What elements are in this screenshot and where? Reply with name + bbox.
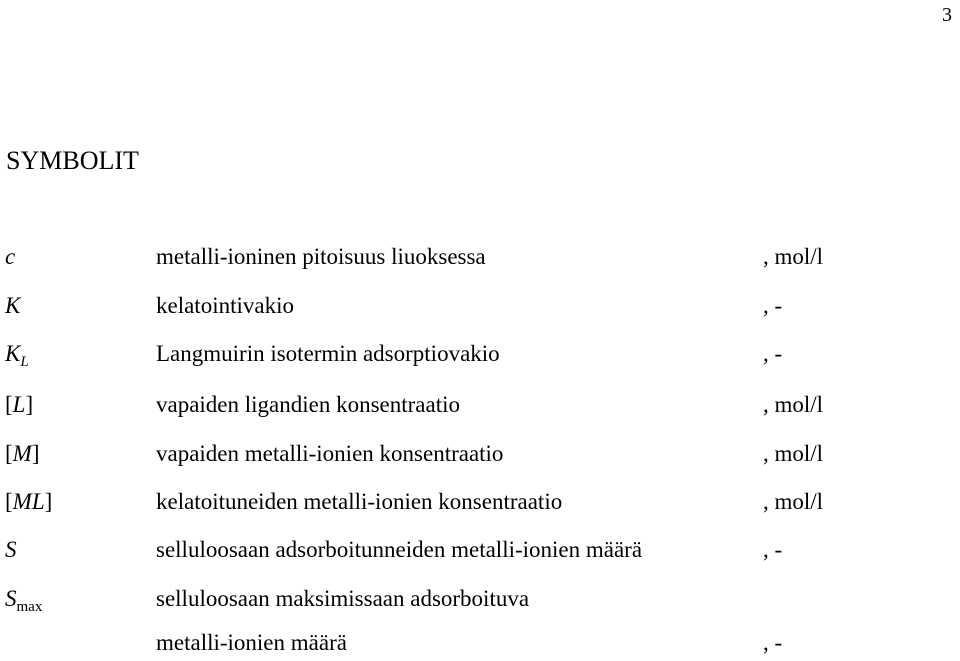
symbol-row-k [0,289,960,323]
symbol-unit: , mol/l [763,244,824,269]
symbol-description: kelatointivakio [156,293,294,318]
symbol: $K_L$ [5,341,29,370]
symbol-description: Langmuirin isotermin adsorptiovakio [156,341,500,366]
symbol: S [5,537,17,562]
symbol-description: selluloosaan maksimissaan adsorboituva [156,586,530,611]
symbol-subscript: L [20,354,29,370]
symbol: [ML] [5,489,53,514]
page-number: 3 [942,4,952,26]
symbol-description: metalli-ioninen pitoisuus liuoksessa [156,244,486,269]
symbol: $S_{max}$ [5,586,43,615]
symbol-row-m [0,437,960,471]
symbol-row-c [0,240,960,274]
symbol-row-smax [0,582,960,616]
symbol: [M] [5,441,40,466]
symbol: K [5,293,21,318]
symbol-description: vapaiden ligandien konsentraatio [156,392,461,417]
symbol-description: kelatoituneiden metalli-ionien konsentraatio [156,489,563,514]
symbol-unit: , mol/l [763,489,824,514]
symbol-description: vapaiden metalli-ionien konsentraatio [156,441,504,466]
symbol-subscript: max [16,599,43,615]
symbol-unit: , mol/l [763,441,824,466]
symbol: c [5,244,16,269]
symbol: [L] [5,392,34,417]
symbol-row-l [0,388,960,422]
symbol-unit: , - [763,293,783,318]
symbol-row-s [0,533,960,567]
section-heading: SYMBOLIT [6,146,139,175]
symbol-unit: , - [763,341,783,366]
symbol-unit: , mol/l [763,392,824,417]
symbol-row-kl [0,337,960,371]
symbol-description: metalli-ionien määrä [156,630,347,655]
symbol-unit: , - [763,537,783,562]
symbol-row-smax-continued [0,626,960,660]
symbol-unit: , - [763,630,783,655]
symbol-description: selluloosaan adsorboitunneiden metalli-ionien määrä [156,537,643,562]
symbol-row-ml [0,485,960,519]
